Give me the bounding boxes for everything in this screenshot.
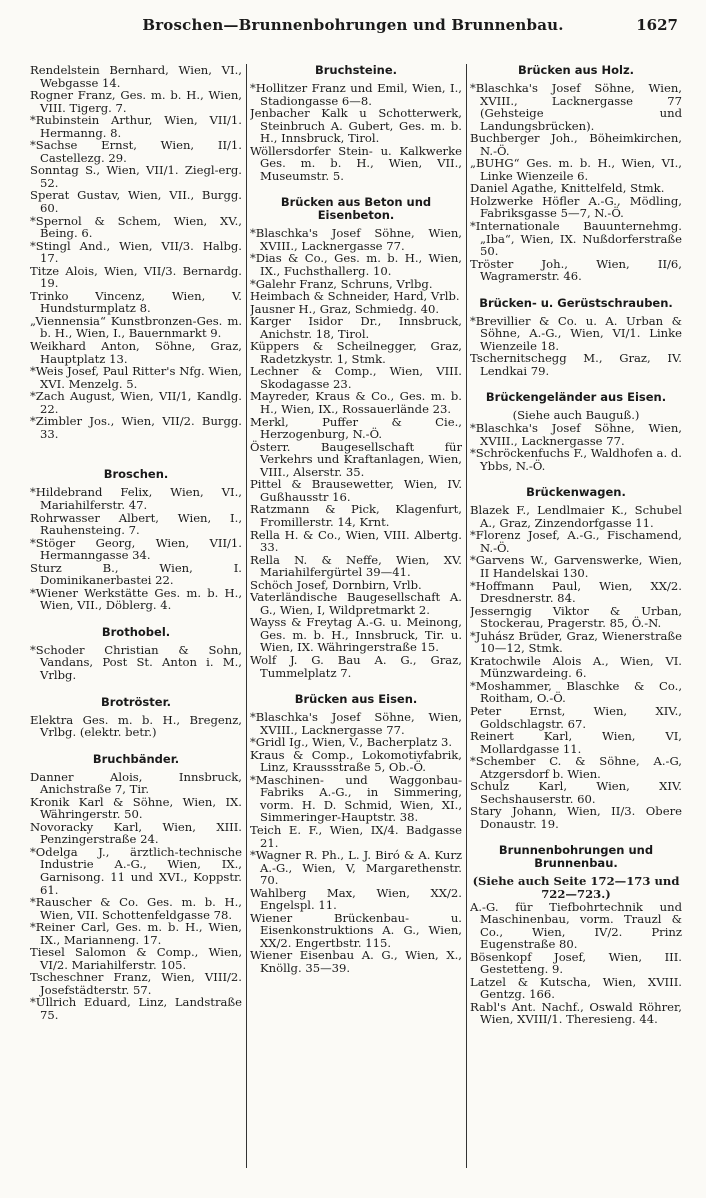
directory-entry: Wayss & Freytag A.-G. u. Meinong, Ges. m. b. H., Innsbruck, Tir. u. Wien, IX. Währingerstraße 15. xyxy=(250,615,462,655)
directory-entry: Kratochwile Alois A., Wien, VI. Münzwardeing. 6. xyxy=(470,653,682,681)
page-number: 1627 xyxy=(636,16,678,34)
directory-entry: *Ullrich Eduard, Linz, Landstraße 75. xyxy=(30,995,242,1022)
directory-entry: „Viennensia“ Kunstbronzen-Ges. m. b. H., Wien, I., Bauernmarkt 9. xyxy=(30,313,242,341)
directory-entry: *Hollitzer Franz und Emil, Wien, I., Stadiongasse 6—8. xyxy=(250,81,462,108)
directory-entry: Ratzmann & Pick, Klagenfurt, Fromillerstr. 14, Krnt. xyxy=(250,502,462,529)
section-heading: Brückenwagen. xyxy=(526,485,626,500)
directory-entry: *Odelga J., ärztlich-technische Industrie A.-G., Wien, IX., Garnisong. 11 und XVI., Koppstr. 61. xyxy=(30,844,242,897)
directory-entry: Trinko Vincenz, Wien, V. Hundsturmplatz 8. xyxy=(30,288,242,316)
section-heading: Brothobel. xyxy=(101,624,171,639)
directory-entry: *Reiner Carl, Ges. m. b. H., Wien, IX., Marianneng. 17. xyxy=(30,920,242,947)
directory-entry: *Galehr Franz, Schruns, Vrlbg. xyxy=(250,276,433,291)
directory-entry: Küppers & Scheilnegger, Graz, Radetzkystr. 1, Stmk. xyxy=(250,339,462,366)
section-heading: Brunnenbohrungen und Brunnenbau. xyxy=(498,843,654,871)
directory-entry: Titze Alois, Wien, VII/3. Bernardg. 19. xyxy=(30,263,242,291)
directory-entry: Merkl, Puffer & Cie., Herzogenburg, N.-Ö. xyxy=(250,414,462,442)
directory-entry: *Blaschka's Josef Söhne, Wien, XVIII., Lacknergasse 77. xyxy=(470,421,682,448)
section-heading: Brotröster. xyxy=(101,694,171,709)
directory-entry: *Stingl And., Wien, VII/3. Halbg. 17. xyxy=(30,238,242,266)
running-title: Broschen—Brunnenbohrungen und Brunnenbau. xyxy=(142,16,564,34)
directory-entry: *Sachse Ernst, Wien, II/1. Castellezg. 29. xyxy=(30,138,242,165)
directory-entry: *Blaschka's Josef Söhne, Wien, XVIII., Lacknergasse 77 (Gehsteige und Landungsbrücken). xyxy=(470,81,682,133)
directory-entry: *Hildebrand Felix, Wien, VI., Mariahilferstr. 47. xyxy=(30,485,242,512)
directory-entry: *Florenz Josef, A.-G., Fischamend, N.-Ö. xyxy=(470,528,682,555)
directory-entry: Rella H. & Co., Wien, VIII. Albertg. 33. xyxy=(250,527,462,555)
directory-entry: Jausner H., Graz, Schmiedg. 40. xyxy=(250,301,440,316)
directory-entry: *Blaschka's Josef Söhne, Wien, XVIII., Lacknergasse 77. xyxy=(250,710,462,737)
directory-entry: Jesserngig Viktor & Urban, Stockerau, Pragerstr. 85, Ö.-N. xyxy=(470,603,682,631)
directory-entry: Peter Ernst, Wien, XIV., Goldschlagstr. 67. xyxy=(470,703,682,731)
directory-entry: *Stöger Georg, Wien, VII/1. Hermanngasse 34. xyxy=(30,535,242,563)
directory-entry: Sperat Gustav, Wien, VII., Burgg. 60. xyxy=(30,188,242,216)
directory-entry: Rabl's Ant. Nachf., Oswald Röhrer, Wien, XVIII/1. Theresieng. 44. xyxy=(470,999,682,1027)
page-header xyxy=(0,16,706,40)
directory-entry: Wolf J. G. Bau A. G., Graz, Tummelplatz 7. xyxy=(250,652,462,680)
section-heading: Brücken aus Beton und Eisenbeton. xyxy=(280,195,432,223)
directory-entry: Heimbach & Schneider, Hard, Vrlb. xyxy=(250,289,460,304)
directory-entry: Rendelstein Bernhard, Wien, VI., Webgasse 14. xyxy=(30,64,242,90)
directory-entry: Wiener Eisenbau A. G., Wien, X., Knöllg. 35—39. xyxy=(250,948,462,975)
directory-entry: Bösenkopf Josef, Wien, III. Gestetteng. 9. xyxy=(470,949,682,977)
directory-entry: Pittel & Brausewetter, Wien, IV. Gußhausstr 16. xyxy=(250,477,462,504)
directory-entry: Buchberger Joh., Böheimkirchen, N.-Ö. xyxy=(470,131,682,158)
section-heading: Bruchbänder. xyxy=(92,751,180,766)
directory-entry: Kronik Karl & Söhne, Wien, IX. Währingerstr. 50. xyxy=(30,794,242,822)
section-heading: Brücken aus Holz. xyxy=(517,64,635,77)
directory-entry: Tscheschner Franz, Wien, VIII/2. Josefstädterstr. 57. xyxy=(30,970,242,997)
directory-entry: Stary Johann, Wien, II/3. Obere Donaustr. 19. xyxy=(470,804,682,831)
directory-entry: *Moshammer, Blaschke & Co., Roitham, O.-Ö. xyxy=(470,678,682,706)
section-heading: Brücken- u. Gerüstschrauben. xyxy=(479,295,673,310)
directory-entry: *Rubinstein Arthur, Wien, VII/1. Hermanng. 8. xyxy=(30,113,242,140)
section-heading: Broschen. xyxy=(103,467,169,482)
directory-entry: Lechner & Comp., Wien, VIII. Skodagasse 23. xyxy=(250,364,462,391)
directory-entry: Weikhard Anton, Söhne, Graz, Hauptplatz 13. xyxy=(30,339,242,366)
directory-entry: Rohrwasser Albert, Wien, I., Rauhensteing. 7. xyxy=(30,510,242,538)
directory-entry: Blazek F., Lendlmaier K., Schubel A., Graz, Zinzendorfgasse 11. xyxy=(470,503,682,530)
section-heading: Brückengeländer aus Eisen. xyxy=(485,390,667,405)
directory-entry: Tröster Joh., Wien, II/6, Wagramerstr. 46. xyxy=(470,256,682,284)
column-divider xyxy=(246,64,247,1168)
directory-entry: *Hoffmann Paul, Wien, XX/2. Dresdnerstr. 84. xyxy=(470,578,682,606)
directory-entry: „BUHG“ Ges. m. b. H., Wien, VI., Linke Wienzeile 6. xyxy=(470,156,682,183)
directory-entry: Latzel & Kutscha, Wien, XVIII. Gentzg. 166. xyxy=(470,974,682,1002)
directory-entry: Karger Isidor Dr., Innsbruck, Anichstr. 18, Tirol. xyxy=(250,314,462,341)
directory-entry: *Schoder Christian & Sohn, Vandans, Post St. Anton i. M., Vrlbg. xyxy=(30,642,242,682)
directory-entry: *Spernol & Schem, Wien, XV., Being. 6. xyxy=(30,213,242,241)
directory-entry: *Rauscher & Co. Ges. m. b. H., Wien, VII. Schottenfeldgasse 78. xyxy=(30,895,242,922)
directory-entry: Wöllersdorfer Stein- u. Kalkwerke Ges. m. b. H., Wien, VII., Museumstr. 5. xyxy=(250,143,462,183)
directory-entry: Tschernitschegg M., Graz, IV. Lendkai 79. xyxy=(470,351,682,378)
directory-entry: Mayreder, Kraus & Co., Ges. m. b. H., Wien, IX., Rossauerlände 23. xyxy=(250,389,462,417)
directory-entry: Jenbacher Kalk u Schotterwerk, Steinbruch A. Gubert, Ges. m. b. H., Innsbruck, Tirol. xyxy=(250,106,462,146)
directory-entry: Rella N. & Neffe, Wien, XV. Mariahilfergürtel 39—41. xyxy=(250,552,462,580)
column-divider xyxy=(466,64,467,1168)
directory-entry: (Siehe auch Seite 172—173 und 722—723.) xyxy=(472,874,680,901)
directory-entry: Elektra Ges. m. b. H., Bregenz, Vrlbg. (elektr. betr.) xyxy=(30,712,242,740)
directory-entry: Rogner Franz, Ges. m. b. H., Wien, VIII. Tigerg. 7. xyxy=(30,88,242,115)
directory-entry: Danner Alois, Innsbruck, Anichstraße 7, Tir. xyxy=(30,769,242,797)
directory-entry: Sturz B., Wien, I. Dominikanerbastei 22. xyxy=(30,560,242,588)
section-heading: Bruchsteine. xyxy=(314,64,398,77)
directory-entry: *Zach August, Wien, VII/1, Kandlg. 22. xyxy=(30,389,242,416)
directory-entry: Reinert Karl, Wien, VI, Mollardgasse 11. xyxy=(470,729,682,756)
directory-entry: *Internationale Bauunternehmg. „Iba“, Wien, IX. Nußdorferstraße 50. xyxy=(470,219,682,259)
directory-entry: *Dias & Co., Ges. m. b. H., Wien, IX., Fuchsthallerg. 10. xyxy=(250,251,462,279)
directory-entry: Wahlberg Max, Wien, XX/2. Engelspl. 11. xyxy=(250,885,462,913)
directory-entry: Schulz Karl, Wien, XIV. Sechshauserstr. 60. xyxy=(470,779,682,806)
column-1 xyxy=(30,64,242,1174)
directory-entry: (Siehe auch Bauguß.) xyxy=(512,408,640,423)
directory-entry: Novoracky Karl, Wien, XIII. Penzingerstraße 24. xyxy=(30,819,242,847)
column-2 xyxy=(250,64,462,1174)
directory-entry: *Maschinen- und Waggonbau-Fabriks A.-G., in Simmering, vorm. H. D. Schmid, Wien, XI., Simmeringer-Hauptstr. 38. xyxy=(250,772,462,825)
directory-entry: Teich E. F., Wien, IX/4. Badgasse 21. xyxy=(250,822,462,850)
directory-entry: Tiesel Salomon & Comp., Wien, VI/2. Mariahilferstr. 105. xyxy=(30,945,242,972)
directory-entry: Schöch Josef, Dornbirn, Vrlb. xyxy=(250,577,422,592)
column-3 xyxy=(470,64,682,1174)
directory-entry: *Garvens W., Garvenswerke, Wien, II Handelskai 130. xyxy=(470,553,682,580)
directory-entry: *Schember C. & Söhne, A.-G, Atzgersdorf b. Wien. xyxy=(470,754,682,781)
directory-entry: Österr. Baugesellschaft für Verkehrs und Kraftanlagen, Wien, VIII., Alserstr. 35. xyxy=(250,439,462,479)
directory-entry: *Weis Josef, Paul Ritter's Nfg. Wien, XVI. Menzelg. 5. xyxy=(30,364,242,391)
directory-entry: *Schröckenfuchs F., Waldhofen a. d. Ybbs, N.-Ö. xyxy=(470,446,682,473)
directory-entry: *Wiener Werkstätte Ges. m. b. H., Wien, VII., Döblerg. 4. xyxy=(30,585,242,613)
directory-entry: *Juhász Brüder, Graz, Wienerstraße 10—12, Stmk. xyxy=(470,628,682,656)
directory-entry: Holzwerke Höfler A.-G., Mödling, Fabriksgasse 5—7, N.-Ö. xyxy=(470,193,682,221)
directory-entry: Kraus & Comp., Lokomotivfabrik, Linz, Kraussstraße 5, Ob.-Ö. xyxy=(250,747,462,775)
directory-entry: A.-G. für Tiefbohrtechnik und Maschinenbau, vorm. Trauzl & Co., Wien, IV/2. Prinz Eugenstraße 80. xyxy=(470,899,682,952)
directory-entry: *Blaschka's Josef Söhne, Wien, XVIII., Lacknergasse 77. xyxy=(250,226,462,253)
directory-entry: *Zimbler Jos., Wien, VII/2. Burgg. 33. xyxy=(30,414,242,441)
directory-entry: *Wagner R. Ph., L. J. Biró & A. Kurz A.-G., Wien, V, Margarethenstr. 70. xyxy=(250,848,462,888)
section-heading: Brücken aus Eisen. xyxy=(294,692,418,707)
directory-entry: Wiener Brückenbau- u. Eisenkonstruktions A. G., Wien, XX/2. Engertbstr. 115. xyxy=(250,910,462,950)
directory-entry: *Gridl Ig., Wien, V., Bacherplatz 3. xyxy=(250,735,453,750)
directory-entry: Vaterländische Baugesellschaft A. G., Wien, I, Wildpretmarkt 2. xyxy=(250,590,462,617)
directory-entry: *Brevillier & Co. u. A. Urban & Söhne, A.-G., Wien, VI/1. Linke Wienzeile 18. xyxy=(470,313,682,353)
directory-entry: Sonntag S., Wien, VII/1. Ziegl-erg. 52. xyxy=(30,163,242,190)
directory-entry: Daniel Agathe, Knittelfeld, Stmk. xyxy=(470,181,665,196)
